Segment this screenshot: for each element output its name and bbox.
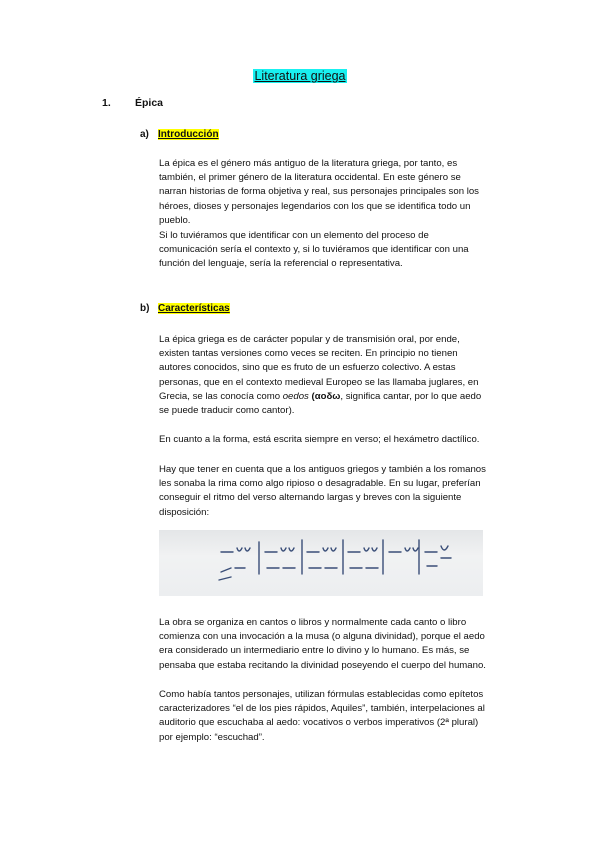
subheading-label: Características (158, 303, 230, 314)
subheading-caracteristicas (140, 303, 230, 314)
intro-paragraph-1: La épica es el género más antiguo de la literatura griega, por tanto, es también, el primer género de la literatura occidental. En este género se narran historias de forma objetiva y real, sus personajes principales son los héroes, dioses y personajes legendarios con los que se identifica todo un pueblo. (159, 158, 479, 226)
caracteristicas-paragraph-3: Hay que tener en cuenta que a los antiguos griegos y también a los romanos les sonaba la rima como algo ripioso o desagradable. En su lugar, preferían conseguir el ritmo del verso alternando largas y breves con la siguiente disposición: (159, 464, 486, 518)
document-title: Literatura griega (254, 69, 346, 83)
oedos-term: oedos (282, 390, 309, 402)
caracteristicas-paragraph-2: En cuanto a la forma, está escrita siempre en verso; el hexámetro dactílico. (159, 434, 480, 445)
hexameter-scansion-drawing (159, 530, 483, 596)
section-number: 1. (102, 97, 111, 109)
caracteristicas-paragraph-1: La épica griega es de carácter popular y de transmisión oral, por ende, existen tantas versiones como veces se reciten. En principio no tienen autores conocidos, sino que es fruto de un esfuerzo colectivo. A estas personas, que en el contexto medieval Europeo se las llamaba juglares, en Grecia, se las conocía como oedos (αοδω, significa cantar, por lo que aedo se puede traducir como cantor). (159, 334, 482, 417)
hexameter-handwriting-photo (159, 530, 483, 596)
intro-paragraph-2: Si lo tuviéramos que identificar con un elemento del proceso de comunicación sería el contexto y, si lo tuviéramos que identificar con una función del lenguaje, sería la referencial o representativa. (159, 230, 469, 270)
subheading-number: b) (140, 303, 150, 314)
subheading-label: Introducción (158, 129, 219, 140)
section-label: Épica (135, 97, 164, 109)
section-heading-epica (102, 97, 163, 109)
caracteristicas-paragraph-5: Como había tantos personajes, utilizan fórmulas establecidas como epítetos caracterizadores “el de los pies rápidos, Aquiles”, también, interpelaciones al auditorio que escuchaba al aedo: vocativos o verbos imperativos (2ª plural) por ejemplo: “escuchad”. (159, 689, 485, 743)
subheading-number: a) (140, 129, 149, 140)
subheading-introduccion (140, 129, 219, 140)
caracteristicas-paragraph-4: La obra se organiza en cantos o libros y normalmente cada canto o libro comienza con una invocación a la musa (o alguna divinidad), porque el aedo era considerado un intermediario entre lo divino y lo humano. Es más, se pensaba que estaba recitando la divinidad poseyendo el cuerpo del humano. (159, 617, 486, 671)
greek-term: (αοδω (308, 390, 341, 402)
